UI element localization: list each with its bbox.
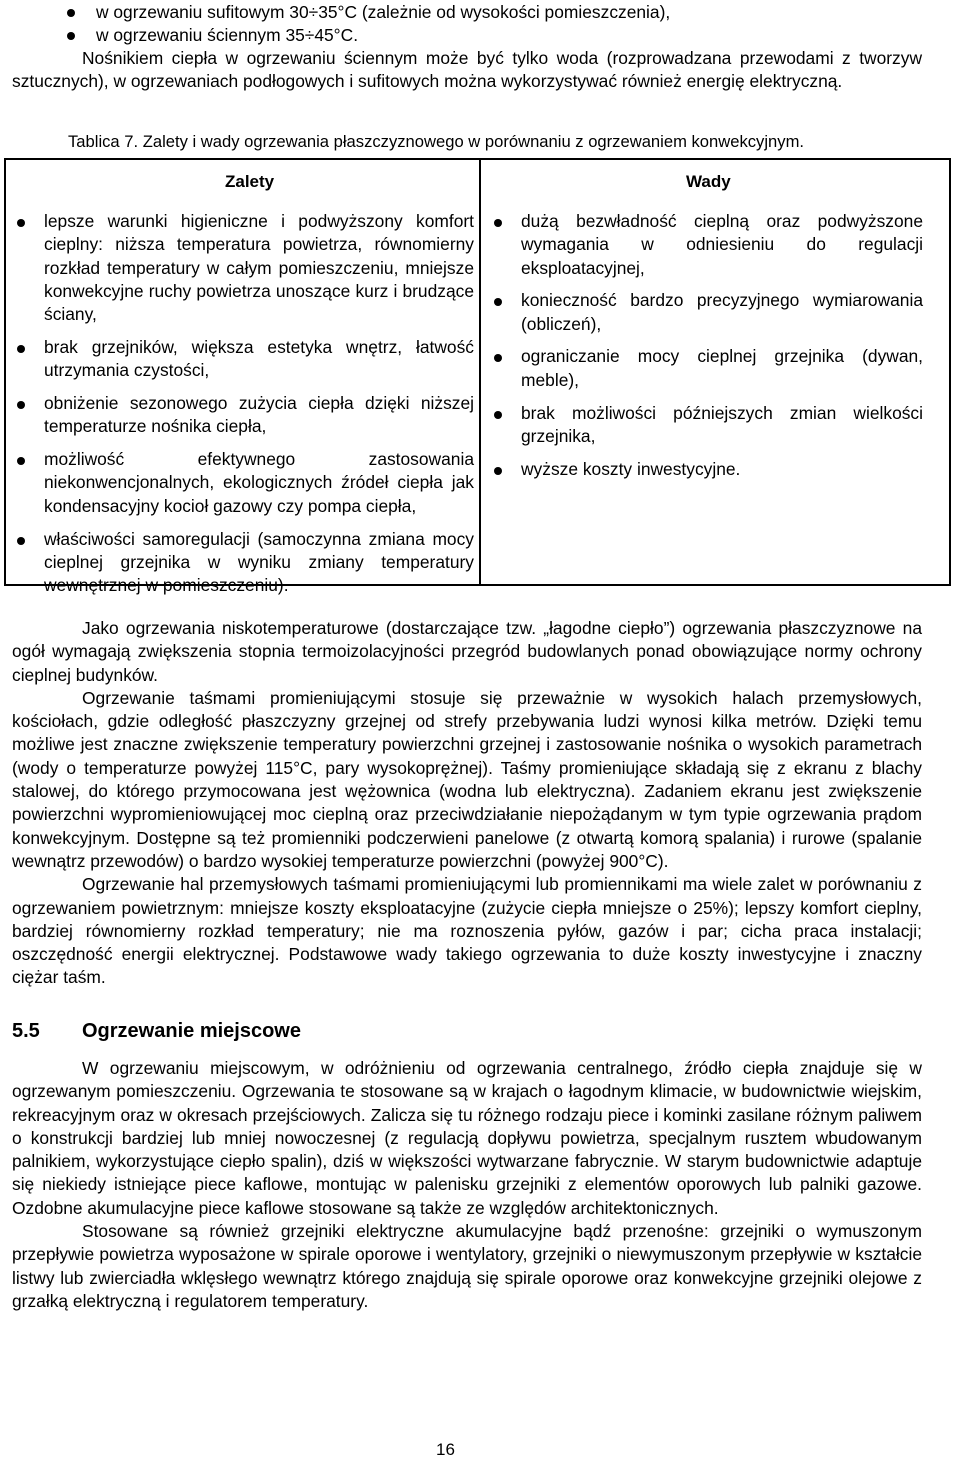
list-item: wyższe koszty inwestycyjne. [521,458,923,481]
section-heading [12,1020,301,1043]
list-item: brak możliwości późniejszych zmian wielkości grzejnika, [521,402,923,449]
section-body-text [12,1057,922,1313]
table-header-advantages: Zalety [225,172,275,191]
list-item: konieczność bardzo precyzyjnego wymiarowania (obliczeń), [521,289,923,336]
paragraph: W ogrzewaniu miejscowym, w odróżnieniu od ogrzewania centralnego, źródło ciepła znajduje się w ogrzewanym pomieszczeniu. Ogrzewania te stosowane są w krajach o łagodnym klimacie, w budownictwie wiejskim, rekreacyjnym oraz w okresach przejściowych. Zalicza się tu różnego rodzaju piece i kominki zasilane różnym paliwem o konstrukcji bardziej lub mniej nowoczesnej (z regulacją dopływu powietrza, specjalnym rusztem wbudowanym palnikiem, wykorzystujące ciepło spalin), dziś w większości wytwarzane fabrycznie. W starym budownictwie adaptuje się niekiedy istniejące piece kaflowe, montując w palenisku grzejniki z elementów oporowych lub palniki gazowe. Ozdobne akumulacyjne piece kaflowe stosowane są także ze względów architektonicznych. [12,1058,922,1218]
paragraph: Ogrzewanie hal przemysłowych taśmami promieniującymi lub promiennikami ma wiele zalet w porównaniu z ogrzewaniem powietrznym: mniejsze koszty eksploatacyjne (zużycie ciepła mniejsze o 25%); lepszy komfort cieplny, bardziej równomierny rozkład temperatury; nie ma roznoszenia pyłów, gazów i par; cicha praca instalacji; oszczędność energii elektrycznej. Podstawowe wady takiego ogrzewania to duże koszty inwestycyjne i znaczny ciężar taśm. [12,874,922,988]
list-item: możliwość efektywnego zastosowania niekonwencjonalnych, ekologicznych źródeł ciepła jak kondensacyjny kocioł gazowy czy pompa ciepła, [44,448,474,518]
intro-paragraph: Nośnikiem ciepła w ogrzewaniu ściennym może być tylko woda (rozprowadzana przewodami z tworzyw sztucznych), w ogrzewaniach podłogowych i sufitowych można wykorzystywać również energię elektryczną. [12,48,922,92]
paragraph: Jako ogrzewania niskotemperaturowe (dostarczające tzw. „łagodne ciepło”) ogrzewania płaszczyznowe na ogół wymagają zwiększenia stopnia termoizolacyjności przegród budowlanych ponad obowiązujące normy ochrony cieplnej budynków. [12,618,922,685]
table-header-disadvantages: Wady [686,172,731,191]
list-item: dużą bezwładność cieplną oraz podwyższone wymagania w odniesieniu do regulacji eksploatacyjnej, [521,210,923,280]
table-divider [479,160,481,584]
body-text [12,617,922,990]
list-item: obniżenie sezonowego zużycia ciepła dzięki niższej temperaturze nośnika ciepła, [44,392,474,439]
temperature-bullet-list [12,1,922,48]
list-item: w ogrzewaniu sufitowym 30÷35°C (zależnie od wysokości pomieszczenia), [12,1,922,24]
list-item: w ogrzewaniu ściennym 35÷45°C. [12,24,922,47]
list-item: lepsze warunki higieniczne i podwyższony komfort cieplny: niższa temperatura powietrza, równomierny rozkład temperatury w całym pomieszczeniu, mniejsze konwekcyjne ruchy powietrza unoszące kurz i brudzące ściany, [44,210,474,326]
paragraph: Stosowane są również grzejniki elektryczne akumulacyjne bądź przenośne: grzejniki o wymuszonym przepływie powietrza wyposażone w spirale oporowe i wentylatory, grzejniki o niewymuszonym przepływie w kształcie listwy lub zwierciadła wklęsłego wewnątrz którego znajdują się spirale oporowe oraz konwekcyjne grzejniki olejowe z grzałką elektryczną i regulatorem temperatury. [12,1221,922,1311]
section-number: 5.5 [12,1020,40,1042]
paragraph: Ogrzewanie taśmami promieniującymi stosuje się przeważnie w wysokich halach przemysłowych, kościołach, gdzie odległość płaszczyzny grzejnej od strefy przebywania ludzi wynosi kilka metrów. Dzięki temu możliwe jest znaczne zwiększenie temperatury powierzchni grzejnej i zastosowanie nośnika o wysokich parametrach (wody o temperaturze powyżej 115°C, pary wysokoprężnej). Taśmy promieniujące składają się z ekranu z blachy stalowej, do którego przymocowana jest wężownica (wodna lub elektryczna). Zadaniem ekranu jest zwiększenie powierzchni wypromieniowującej moc cieplną oraz przeciwdziałanie niepożądanym w tym typie ogrzewania prądom konwekcyjnym. Dostępne są też promienniki podczerwieni panelowe (z otwartą komorą spalania) i rurowe (spalanie wewnątrz przewodów) o bardzo wysokiej temperaturze powierzchni (powyżej 900°C). [12,687,922,871]
list-item: właściwości samoregulacji (samoczynna zmiana mocy cieplnej grzejnika w wyniku zmiany temperatury wewnętrznej w pomieszczeniu). [44,528,474,598]
page-number: 16 [436,1440,455,1459]
disadvantages-list [521,210,923,490]
list-item: ograniczanie mocy cieplnej grzejnika (dywan, meble), [521,345,923,392]
list-item: brak grzejników, większa estetyka wnętrz, łatwość utrzymania czystości, [44,336,474,383]
advantages-list [44,210,474,607]
table-caption: Tablica 7. Zalety i wady ogrzewania płaszczyznowego w porównaniu z ogrzewaniem konwekcyjnym. [68,132,804,151]
section-title: Ogrzewanie miejscowe [82,1020,301,1042]
comparison-table [4,158,951,596]
